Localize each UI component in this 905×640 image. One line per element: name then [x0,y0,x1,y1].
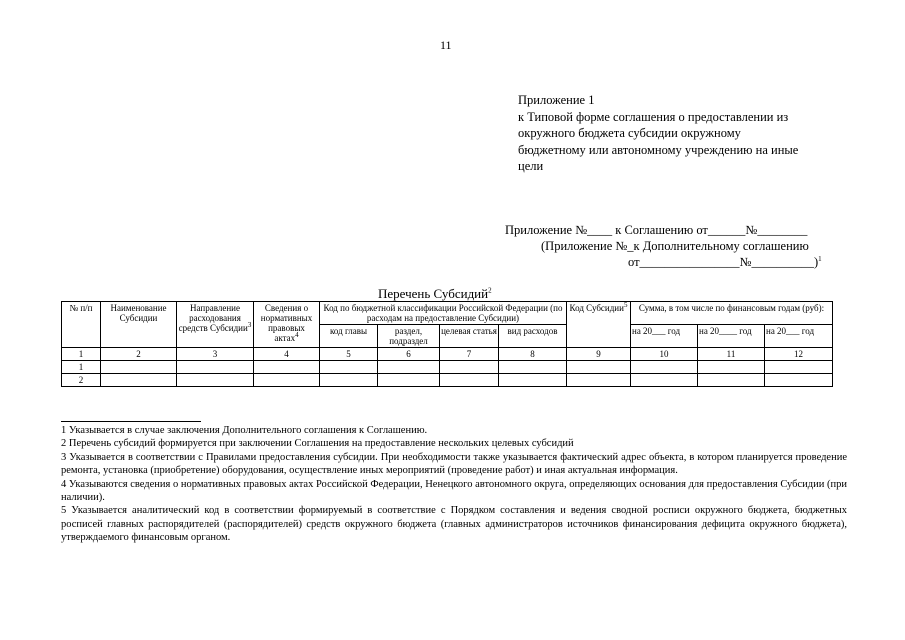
table-cell[interactable] [254,374,320,387]
footnotes [61,424,847,545]
header-subsidy-name: Наименование Субсидии [101,302,177,348]
column-number: 8 [499,348,567,361]
table-title [378,286,492,302]
subheader-target-article: целевая статья [440,325,499,348]
reference-date-line [628,254,822,270]
subheader-expense-type: вид расходов [499,325,567,348]
header-amount: Сумма, в том числе по финансовым годам (руб): [631,302,833,325]
table-cell[interactable] [320,374,378,387]
header-subsidy-code [567,302,631,348]
subheader-chapter-code: код главы [320,325,378,348]
row-number: 2 [62,374,101,387]
table-cell[interactable] [567,361,631,374]
column-number: 3 [177,348,254,361]
subheader-year-3: на 20___ год [765,325,833,348]
table-title-text: Перечень Субсидий [378,286,489,301]
table-header-row [62,302,833,325]
header-direction-text: Направление расходования средств Субсидии [178,303,248,333]
subsidy-list-table [61,301,833,387]
table-cell[interactable] [177,374,254,387]
header-budget-code: Код по бюджетной классификации Российской Федерации (по расходам на предоставление Субсидии) [320,302,567,325]
appendix-header-line: к Типовой форме соглашения о предоставлении из [518,109,789,124]
footnote-mark: 4 [295,331,299,339]
table-cell[interactable] [698,374,765,387]
table-cell[interactable] [567,374,631,387]
column-number: 6 [378,348,440,361]
page-number: 11 [440,38,452,52]
footnote-mark: 5 [623,301,628,309]
table-cell[interactable] [440,374,499,387]
table-cell[interactable] [440,361,499,374]
appendix-header-line: окружного бюджета субсидии окружному [518,126,741,140]
appendix-header-line: бюджетному или автономному учреждению на иные [518,142,799,157]
table-cell[interactable] [698,361,765,374]
table-cell[interactable] [499,374,567,387]
table-row [62,361,833,374]
column-number: 9 [567,348,631,361]
footnote-mark: 3 [247,321,252,329]
table-cell[interactable] [101,361,177,374]
header-subsidy-code-text: Код Субсидии [569,303,624,313]
subheader-year-1: на 20___ год [631,325,698,348]
footnote: 1 Указывается в случае заключения Дополнительного соглашения к Соглашению. [61,425,428,436]
table-cell[interactable] [765,361,833,374]
table-cell[interactable] [101,374,177,387]
table-cell[interactable] [499,361,567,374]
column-number: 12 [765,348,833,361]
header-direction [177,302,254,348]
table-cell[interactable] [320,361,378,374]
column-number-row [62,348,833,361]
header-num: № п/п [62,302,101,348]
column-number: 1 [62,348,101,361]
header-normative-acts [254,302,320,348]
column-number: 5 [320,348,378,361]
appendix-header-line: цели [518,159,544,173]
footnote: 3 Указывается в соответствии с Правилами предоставления субсидии. При необходимости также указывается фактический адрес объекта, в котором планируется проведение ремонта, установка (приобретение) оборудования, осуществление иных мероприятий (проведение работ) и иная актуальная информация. [61,451,847,477]
table-cell[interactable] [177,361,254,374]
reference-date-text: от________________№__________) [628,255,819,269]
column-number: 11 [698,348,765,361]
additional-agreement-reference-line: (Приложение №_к Дополнительному соглашению [541,239,809,253]
column-number: 2 [101,348,177,361]
table-row [62,374,833,387]
subheader-section: раздел, подраздел [378,325,440,348]
table-cell[interactable] [765,374,833,387]
footnote: 2 Перечень субсидий формируется при заключении Соглашения на предоставление нескольких целевых субсидий [61,438,574,450]
agreement-reference-line: Приложение №____ к Соглашению от______№________ [505,223,808,237]
footnote-mark: 1 [818,254,822,263]
appendix-header [518,92,848,175]
footnote-mark: 2 [488,286,492,295]
table-cell[interactable] [631,361,698,374]
footnote-divider [61,421,201,422]
footnote: 5 Указывается аналитический код в соответствии формируемый в соответствие с Порядком составления и ведения сводной росписи окружного бюджета, бюджетных росписей главных распорядителей (распорядителей) средств окружного бюджета (главных администраторов источников финансирования дефицита окружного бюджета), утверждаемого финансовым органом. [61,505,847,544]
column-number: 7 [440,348,499,361]
column-number: 10 [631,348,698,361]
header-normative-text: Сведения о нормативных правовых актах [260,303,313,343]
column-number: 4 [254,348,320,361]
table-cell[interactable] [378,374,440,387]
appendix-header-line: Приложение 1 [518,93,595,107]
subheader-year-2: на 20____ год [698,325,765,348]
footnote: 4 Указываются сведения о нормативных правовых актах Российской Федерации, Ненецкого автономного округа, определяющих основания для предоставления Субсидии (при наличии). [61,478,847,504]
table-cell[interactable] [254,361,320,374]
table-cell[interactable] [631,374,698,387]
row-number: 1 [62,361,101,374]
table-cell[interactable] [378,361,440,374]
